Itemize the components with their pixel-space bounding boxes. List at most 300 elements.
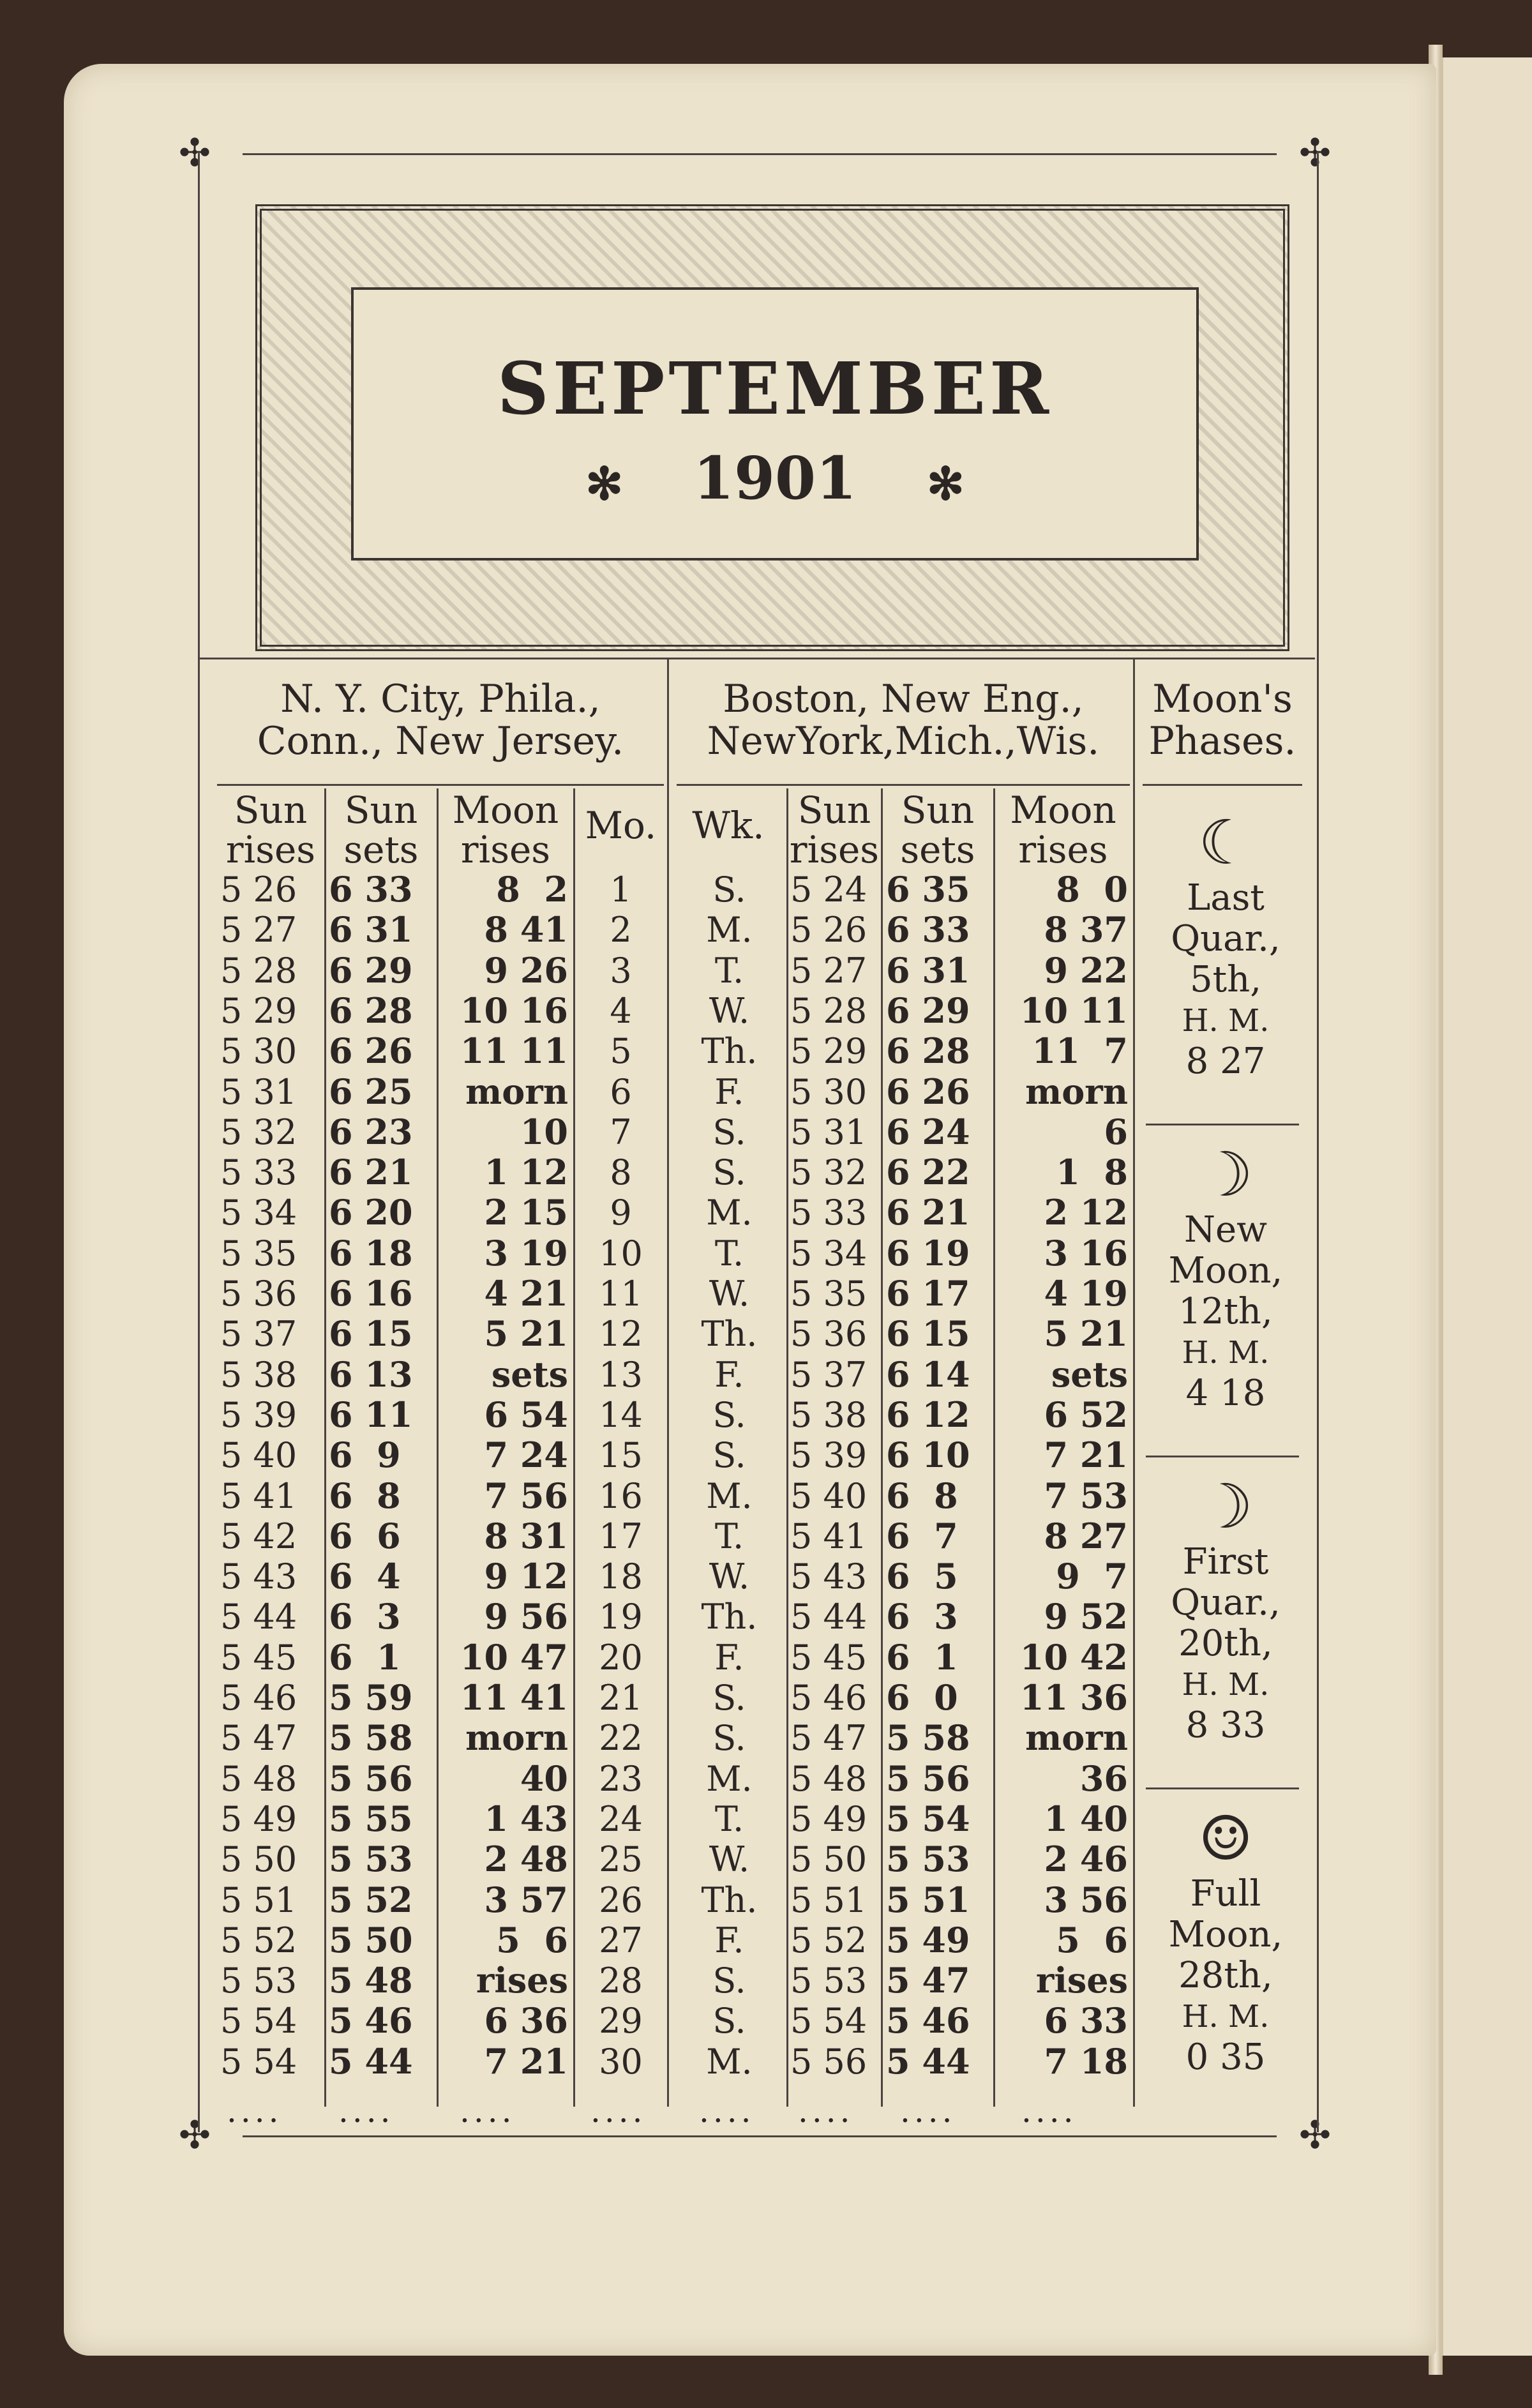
cell-wk: Th. bbox=[701, 1314, 758, 1355]
col-head-b-moon-rises bbox=[995, 790, 1132, 869]
cell-ny-rise: 5 38 bbox=[220, 1354, 297, 1395]
cell-ny-rise: 5 35 bbox=[220, 1233, 297, 1274]
cell-b-set: 6 1 bbox=[886, 1636, 958, 1678]
cell-b-rise: 5 53 bbox=[790, 1960, 867, 2001]
cell-b-rise: 5 50 bbox=[790, 1839, 867, 1880]
divider-boston-moon bbox=[1133, 658, 1135, 2107]
cell-ny-set: 5 44 bbox=[329, 2040, 413, 2082]
cell-b-moon: 2 12 bbox=[1044, 1192, 1128, 1233]
cell-b-moon: morn bbox=[1025, 1071, 1128, 1112]
cell-mo: 10 bbox=[599, 1233, 643, 1274]
cell-b-rise: 5 38 bbox=[790, 1394, 867, 1435]
cell-b-moon: 1 40 bbox=[1044, 1798, 1128, 1839]
cell-mo: 5 bbox=[610, 1031, 632, 1072]
col-head-line: rises bbox=[1018, 828, 1108, 871]
corner-ornament-icon: ✣ bbox=[1298, 131, 1332, 176]
cell-b-set: 6 33 bbox=[886, 909, 970, 951]
cell-ny-set: 5 55 bbox=[329, 1798, 413, 1839]
continuation-dots: .... bbox=[900, 2093, 956, 2130]
cell-ny-set: 6 16 bbox=[329, 1273, 413, 1314]
cell-wk: F. bbox=[714, 1637, 744, 1678]
cell-ny-rise: 5 31 bbox=[220, 1071, 297, 1112]
cell-ny-set: 6 9 bbox=[329, 1434, 401, 1476]
cell-ny-moon: 11 11 bbox=[460, 1030, 568, 1072]
corner-ornament-icon: ✣ bbox=[178, 131, 211, 176]
cell-mo: 6 bbox=[610, 1071, 632, 1112]
cell-b-set: 6 31 bbox=[886, 949, 970, 991]
cell-ny-rise: 5 43 bbox=[220, 1556, 297, 1597]
cell-ny-moon: 9 56 bbox=[484, 1596, 568, 1637]
cell-b-moon: 6 52 bbox=[1044, 1394, 1128, 1435]
cell-wk: Th. bbox=[701, 1879, 758, 1920]
cell-ny-moon: 8 41 bbox=[484, 909, 568, 951]
cell-b-moon: 5 21 bbox=[1044, 1313, 1128, 1355]
cell-ny-moon: 3 19 bbox=[484, 1232, 568, 1274]
continuation-dots: .... bbox=[227, 2093, 283, 2130]
cell-b-rise: 5 26 bbox=[790, 910, 867, 951]
col-head-line: rises bbox=[789, 828, 880, 871]
cell-ny-moon: 7 24 bbox=[484, 1434, 568, 1476]
cell-b-moon: 6 33 bbox=[1044, 2000, 1128, 2042]
cell-ny-moon: 40 bbox=[520, 1757, 568, 1799]
phase-divider bbox=[1146, 1124, 1299, 1125]
cell-b-set: 6 24 bbox=[886, 1111, 970, 1152]
continuation-dots: .... bbox=[590, 2093, 647, 2130]
moon-symbol-icon: ☽ bbox=[1198, 1471, 1254, 1542]
cell-ny-moon: sets bbox=[491, 1353, 568, 1395]
cell-ny-rise: 5 53 bbox=[220, 1960, 297, 2001]
year-title: 1901 bbox=[693, 444, 857, 513]
cell-b-rise: 5 39 bbox=[790, 1435, 867, 1476]
cell-b-moon: 11 7 bbox=[1032, 1030, 1128, 1072]
cell-b-set: 5 53 bbox=[886, 1839, 970, 1880]
cell-ny-set: 6 11 bbox=[329, 1394, 413, 1435]
cell-b-rise: 5 52 bbox=[790, 1920, 867, 1960]
cell-ny-rise: 5 45 bbox=[220, 1637, 297, 1678]
cell-b-set: 5 58 bbox=[886, 1717, 970, 1759]
cell-mo: 27 bbox=[599, 1920, 643, 1960]
cell-ny-rise: 5 29 bbox=[220, 990, 297, 1031]
cell-wk: S. bbox=[712, 1678, 746, 1718]
cell-b-set: 6 19 bbox=[886, 1232, 970, 1274]
phase-day: 28th, bbox=[1178, 1955, 1273, 1996]
col-divider bbox=[993, 788, 995, 2107]
cell-ny-moon: 4 21 bbox=[484, 1273, 568, 1314]
phase-divider bbox=[1146, 1456, 1299, 1457]
cell-wk: T. bbox=[714, 1516, 744, 1556]
moon-phase-block bbox=[1143, 1471, 1309, 1746]
cell-b-moon: 7 18 bbox=[1044, 2040, 1128, 2082]
cell-ny-rise: 5 28 bbox=[220, 950, 297, 991]
cell-ny-set: 6 31 bbox=[329, 909, 413, 951]
cell-b-rise: 5 36 bbox=[790, 1314, 867, 1355]
phase-day: 12th, bbox=[1178, 1291, 1273, 1332]
cell-b-set: 5 54 bbox=[886, 1798, 970, 1839]
cell-b-rise: 5 33 bbox=[790, 1193, 867, 1233]
cell-mo: 24 bbox=[599, 1798, 643, 1839]
cell-ny-rise: 5 34 bbox=[220, 1193, 297, 1233]
cell-ny-set: 6 18 bbox=[329, 1232, 413, 1274]
cell-ny-moon: 3 57 bbox=[484, 1879, 568, 1920]
cell-b-set: 5 49 bbox=[886, 1919, 970, 1960]
cell-wk: W. bbox=[709, 990, 750, 1031]
cell-b-set: 6 26 bbox=[886, 1071, 970, 1112]
year-line bbox=[354, 444, 1196, 513]
header-rule-moon bbox=[1143, 784, 1302, 786]
cell-b-rise: 5 31 bbox=[790, 1111, 867, 1152]
cell-b-set: 6 28 bbox=[886, 1030, 970, 1072]
ornamental-title-border bbox=[255, 204, 1289, 651]
cell-b-moon: 2 46 bbox=[1044, 1839, 1128, 1880]
cell-b-set: 6 14 bbox=[886, 1353, 970, 1395]
corner-ornament-icon: ✣ bbox=[178, 2113, 211, 2158]
cell-b-moon: 5 6 bbox=[1056, 1919, 1128, 1960]
cell-ny-set: 5 56 bbox=[329, 1757, 413, 1799]
cell-wk: Th. bbox=[701, 1597, 758, 1637]
cell-b-set: 6 17 bbox=[886, 1273, 970, 1314]
cell-ny-moon: 11 41 bbox=[460, 1677, 568, 1718]
cell-b-rise: 5 34 bbox=[790, 1233, 867, 1274]
continuation-dots: .... bbox=[1021, 2093, 1078, 2130]
cell-wk: T. bbox=[714, 950, 744, 991]
cell-mo: 18 bbox=[599, 1556, 643, 1597]
cell-ny-rise: 5 50 bbox=[220, 1839, 297, 1880]
continuation-dots: .... bbox=[338, 2093, 394, 2130]
cell-b-moon: 36 bbox=[1079, 1757, 1128, 1799]
col-head-ny-moon-rises bbox=[438, 790, 573, 869]
cell-b-moon: 10 42 bbox=[1019, 1636, 1128, 1678]
phase-name: Quar., bbox=[1171, 1582, 1280, 1623]
cell-ny-set: 6 3 bbox=[329, 1596, 401, 1637]
cell-ny-moon: 1 43 bbox=[484, 1798, 568, 1839]
region-line: Conn., New Jersey. bbox=[257, 719, 624, 764]
cell-b-set: 5 56 bbox=[886, 1757, 970, 1799]
cell-mo: 1 bbox=[610, 869, 632, 910]
cell-b-moon: 9 52 bbox=[1044, 1596, 1128, 1637]
cell-ny-rise: 5 36 bbox=[220, 1274, 297, 1314]
cell-b-set: 5 47 bbox=[886, 1960, 970, 2001]
cell-b-moon: 4 19 bbox=[1044, 1273, 1128, 1314]
divider-ny-boston bbox=[667, 658, 669, 2107]
cell-ny-set: 6 23 bbox=[329, 1111, 413, 1152]
cell-mo: 21 bbox=[599, 1678, 643, 1718]
cell-ny-rise: 5 54 bbox=[220, 2041, 297, 2082]
col-divider bbox=[881, 788, 883, 2107]
cell-b-set: 6 12 bbox=[886, 1394, 970, 1435]
cell-wk: T. bbox=[714, 1798, 744, 1839]
cell-ny-moon: 8 2 bbox=[496, 869, 568, 910]
region-header-ny bbox=[217, 678, 664, 762]
continuation-dots: .... bbox=[699, 2093, 755, 2130]
cell-b-moon: 9 22 bbox=[1044, 949, 1128, 991]
cell-ny-rise: 5 30 bbox=[220, 1031, 297, 1072]
phase-time: 8 27 bbox=[1185, 1041, 1266, 1082]
cell-ny-moon: 10 47 bbox=[460, 1636, 568, 1678]
cell-ny-set: 5 46 bbox=[329, 2000, 413, 2042]
cell-mo: 7 bbox=[610, 1111, 632, 1152]
cell-b-rise: 5 44 bbox=[790, 1597, 867, 1637]
cell-ny-rise: 5 54 bbox=[220, 2001, 297, 2042]
cell-b-rise: 5 49 bbox=[790, 1798, 867, 1839]
phase-name: New bbox=[1183, 1209, 1268, 1251]
moon-phase-block bbox=[1143, 1803, 1309, 2078]
cell-ny-set: 6 8 bbox=[329, 1475, 401, 1516]
cell-b-moon: 8 37 bbox=[1044, 909, 1128, 951]
cell-wk: S. bbox=[712, 1111, 746, 1152]
cell-ny-rise: 5 32 bbox=[220, 1111, 297, 1152]
col-head-wk: Wk. bbox=[692, 804, 765, 847]
cell-mo: 11 bbox=[599, 1274, 643, 1314]
cell-ny-rise: 5 37 bbox=[220, 1314, 297, 1355]
cell-wk: F. bbox=[714, 1354, 744, 1395]
col-head-mo: Mo. bbox=[585, 804, 657, 847]
cell-b-moon: 3 56 bbox=[1044, 1879, 1128, 1920]
cell-mo: 26 bbox=[599, 1879, 643, 1920]
cell-b-moon: 8 27 bbox=[1044, 1515, 1128, 1556]
cell-b-set: 6 22 bbox=[886, 1152, 970, 1193]
continuation-dots: .... bbox=[798, 2093, 854, 2130]
cell-b-set: 5 44 bbox=[886, 2040, 970, 2082]
cell-mo: 29 bbox=[599, 2001, 643, 2042]
col-divider bbox=[437, 788, 439, 2107]
cell-mo: 28 bbox=[599, 1960, 643, 2001]
cell-ny-moon: 9 26 bbox=[484, 949, 568, 991]
cell-ny-moon: 7 56 bbox=[484, 1475, 568, 1516]
cell-ny-rise: 5 27 bbox=[220, 910, 297, 951]
cell-ny-moon: 10 16 bbox=[460, 990, 568, 1031]
col-head-line: Sun bbox=[797, 788, 871, 832]
col-head-b-sun-sets bbox=[882, 790, 993, 869]
cell-ny-set: 6 28 bbox=[329, 990, 413, 1031]
cell-b-moon: 6 bbox=[1104, 1111, 1128, 1152]
cell-b-rise: 5 51 bbox=[790, 1879, 867, 1920]
region-line: Phases. bbox=[1148, 719, 1296, 764]
cell-b-moon: rises bbox=[1035, 1960, 1128, 2001]
col-head-ny-sun-sets bbox=[326, 790, 437, 869]
col-head-line: Moon bbox=[452, 788, 559, 832]
cell-b-set: 6 8 bbox=[886, 1475, 958, 1516]
cell-mo: 20 bbox=[599, 1637, 643, 1678]
phase-name: Quar., bbox=[1171, 918, 1280, 959]
star-icon: ✻ bbox=[585, 456, 623, 510]
cell-b-moon: 7 53 bbox=[1044, 1475, 1128, 1516]
cell-wk: S. bbox=[712, 869, 746, 910]
cell-b-rise: 5 32 bbox=[790, 1152, 867, 1193]
cell-b-set: 6 0 bbox=[886, 1677, 958, 1718]
cell-b-moon: morn bbox=[1025, 1717, 1128, 1759]
cell-mo: 19 bbox=[599, 1597, 643, 1637]
col-head-line: Sun bbox=[344, 788, 418, 832]
cell-ny-set: 6 15 bbox=[329, 1313, 413, 1355]
cell-mo: 12 bbox=[599, 1314, 643, 1355]
moon-phase-block bbox=[1143, 1140, 1309, 1414]
cell-ny-moon: 2 15 bbox=[484, 1192, 568, 1233]
cell-b-rise: 5 41 bbox=[790, 1516, 867, 1556]
cell-ny-moon: 1 12 bbox=[484, 1152, 568, 1193]
cell-ny-rise: 5 26 bbox=[220, 869, 297, 910]
region-line: N. Y. City, Phila., bbox=[280, 677, 601, 721]
cell-wk: T. bbox=[714, 1233, 744, 1274]
cell-ny-rise: 5 46 bbox=[220, 1678, 297, 1718]
cell-ny-set: 5 58 bbox=[329, 1717, 413, 1759]
col-divider bbox=[786, 788, 788, 2107]
cell-wk: S. bbox=[712, 1960, 746, 2001]
cell-b-moon: sets bbox=[1051, 1353, 1128, 1395]
cell-b-moon: 11 36 bbox=[1019, 1677, 1128, 1718]
cell-ny-set: 6 4 bbox=[329, 1556, 401, 1597]
cell-wk: Th. bbox=[701, 1031, 758, 1072]
cell-wk: S. bbox=[712, 1435, 746, 1476]
cell-mo: 15 bbox=[599, 1435, 643, 1476]
cell-mo: 14 bbox=[599, 1394, 643, 1435]
phase-name: Last bbox=[1187, 877, 1265, 919]
star-icon: ✻ bbox=[927, 456, 965, 510]
col-head-line: Moon bbox=[1010, 788, 1116, 832]
phase-hm-label: H. M. bbox=[1182, 1667, 1270, 1703]
cell-b-rise: 5 29 bbox=[790, 1031, 867, 1072]
cell-ny-set: 6 25 bbox=[329, 1071, 413, 1112]
cell-mo: 23 bbox=[599, 1758, 643, 1799]
cell-b-rise: 5 43 bbox=[790, 1556, 867, 1597]
region-header-moon bbox=[1136, 678, 1309, 762]
phase-name: First bbox=[1182, 1541, 1269, 1583]
cell-ny-set: 6 1 bbox=[329, 1636, 401, 1678]
col-head-line: rises bbox=[460, 828, 551, 871]
cell-wk: F. bbox=[714, 1920, 744, 1960]
cell-ny-set: 5 53 bbox=[329, 1839, 413, 1880]
cell-b-moon: 10 11 bbox=[1019, 990, 1128, 1031]
month-title: SEPTEMBER bbox=[497, 347, 1053, 431]
cell-wk: M. bbox=[706, 2041, 753, 2082]
cell-wk: F. bbox=[714, 1071, 744, 1112]
cell-wk: M. bbox=[706, 1193, 753, 1233]
cell-b-rise: 5 28 bbox=[790, 990, 867, 1031]
cell-mo: 4 bbox=[610, 990, 632, 1031]
cell-b-rise: 5 37 bbox=[790, 1354, 867, 1395]
cell-ny-rise: 5 49 bbox=[220, 1798, 297, 1839]
moon-symbol-icon: ☺ bbox=[1198, 1803, 1254, 1874]
cell-ny-set: 6 6 bbox=[329, 1515, 401, 1556]
cell-b-set: 5 46 bbox=[886, 2000, 970, 2042]
region-header-boston bbox=[673, 678, 1133, 762]
cell-ny-moon: 7 21 bbox=[484, 2040, 568, 2082]
cell-b-rise: 5 56 bbox=[790, 2041, 867, 2082]
col-divider bbox=[324, 788, 326, 2107]
col-divider bbox=[573, 788, 575, 2107]
cell-wk: W. bbox=[709, 1839, 750, 1880]
cell-ny-set: 5 52 bbox=[329, 1879, 413, 1920]
cell-b-moon: 9 7 bbox=[1056, 1556, 1128, 1597]
cell-b-set: 6 3 bbox=[886, 1596, 958, 1637]
cell-mo: 17 bbox=[599, 1516, 643, 1556]
cell-ny-set: 6 20 bbox=[329, 1192, 413, 1233]
cell-b-moon: 7 21 bbox=[1044, 1434, 1128, 1476]
cell-b-rise: 5 48 bbox=[790, 1758, 867, 1799]
cell-ny-moon: 6 54 bbox=[484, 1394, 568, 1435]
cell-b-set: 6 35 bbox=[886, 869, 970, 910]
header-rule-boston bbox=[677, 784, 1130, 786]
cell-wk: S. bbox=[712, 2001, 746, 2042]
col-head-line: rises bbox=[225, 828, 316, 871]
region-line: Moon's bbox=[1152, 677, 1293, 721]
cell-wk: W. bbox=[709, 1556, 750, 1597]
phase-hm-label: H. M. bbox=[1182, 1003, 1270, 1039]
cell-wk: S. bbox=[712, 1152, 746, 1193]
cell-mo: 16 bbox=[599, 1475, 643, 1516]
cell-b-rise: 5 47 bbox=[790, 1718, 867, 1759]
cell-wk: M. bbox=[706, 1758, 753, 1799]
cell-ny-moon: 2 48 bbox=[484, 1839, 568, 1880]
phase-day: 20th, bbox=[1178, 1623, 1273, 1664]
moon-phase-block bbox=[1143, 808, 1309, 1082]
cell-b-rise: 5 45 bbox=[790, 1637, 867, 1678]
cell-ny-moon: 5 21 bbox=[484, 1313, 568, 1355]
cell-wk: M. bbox=[706, 1475, 753, 1516]
cell-ny-rise: 5 39 bbox=[220, 1394, 297, 1435]
phase-time: 8 33 bbox=[1185, 1704, 1266, 1746]
cell-ny-rise: 5 47 bbox=[220, 1718, 297, 1759]
moon-symbol-icon: ☾ bbox=[1198, 807, 1254, 878]
cell-b-set: 6 7 bbox=[886, 1515, 958, 1556]
col-head-line: sets bbox=[900, 828, 975, 871]
cell-ny-moon: 6 36 bbox=[484, 2000, 568, 2042]
cell-wk: S. bbox=[712, 1394, 746, 1435]
phase-name: Moon, bbox=[1168, 1914, 1283, 1955]
phase-time: 0 35 bbox=[1185, 2036, 1266, 2078]
cell-mo: 8 bbox=[610, 1152, 632, 1193]
cell-ny-set: 5 50 bbox=[329, 1919, 413, 1960]
cell-ny-rise: 5 48 bbox=[220, 1758, 297, 1799]
cell-b-rise: 5 40 bbox=[790, 1475, 867, 1516]
cell-b-set: 6 21 bbox=[886, 1192, 970, 1233]
cell-ny-rise: 5 40 bbox=[220, 1435, 297, 1476]
cell-wk: M. bbox=[706, 910, 753, 951]
cell-ny-rise: 5 41 bbox=[220, 1475, 297, 1516]
cell-ny-moon: morn bbox=[465, 1071, 568, 1112]
cell-ny-moon: 8 31 bbox=[484, 1515, 568, 1556]
facing-page-edge bbox=[1439, 57, 1532, 2356]
phase-day: 5th, bbox=[1190, 959, 1261, 1000]
cell-mo: 25 bbox=[599, 1839, 643, 1880]
cell-wk: S. bbox=[712, 1718, 746, 1759]
phase-name: Full bbox=[1190, 1873, 1261, 1915]
cell-ny-set: 6 29 bbox=[329, 949, 413, 991]
table-top-rule bbox=[198, 658, 1315, 659]
cell-ny-rise: 5 33 bbox=[220, 1152, 297, 1193]
bottom-border-rule bbox=[243, 2135, 1277, 2137]
cell-ny-set: 6 21 bbox=[329, 1152, 413, 1193]
moon-symbol-icon: ☽ bbox=[1198, 1139, 1254, 1210]
col-head-line: Sun bbox=[901, 788, 975, 832]
cell-b-rise: 5 35 bbox=[790, 1274, 867, 1314]
cell-ny-rise: 5 52 bbox=[220, 1920, 297, 1960]
cell-mo: 9 bbox=[610, 1193, 632, 1233]
col-head-ny-sun-rises bbox=[217, 790, 324, 869]
cell-ny-set: 6 33 bbox=[329, 869, 413, 910]
cell-b-rise: 5 24 bbox=[790, 869, 867, 910]
cell-mo: 13 bbox=[599, 1354, 643, 1395]
corner-ornament-icon: ✣ bbox=[1298, 2113, 1332, 2158]
cell-mo: 2 bbox=[610, 910, 632, 951]
continuation-dots: .... bbox=[460, 2093, 516, 2130]
phase-time: 4 18 bbox=[1185, 1373, 1266, 1414]
header-rule-ny bbox=[217, 784, 664, 786]
cell-b-set: 6 5 bbox=[886, 1556, 958, 1597]
cell-ny-rise: 5 51 bbox=[220, 1879, 297, 1920]
cell-b-set: 6 15 bbox=[886, 1313, 970, 1355]
phase-hm-label: H. M. bbox=[1182, 1335, 1270, 1371]
cell-b-rise: 5 54 bbox=[790, 2001, 867, 2042]
